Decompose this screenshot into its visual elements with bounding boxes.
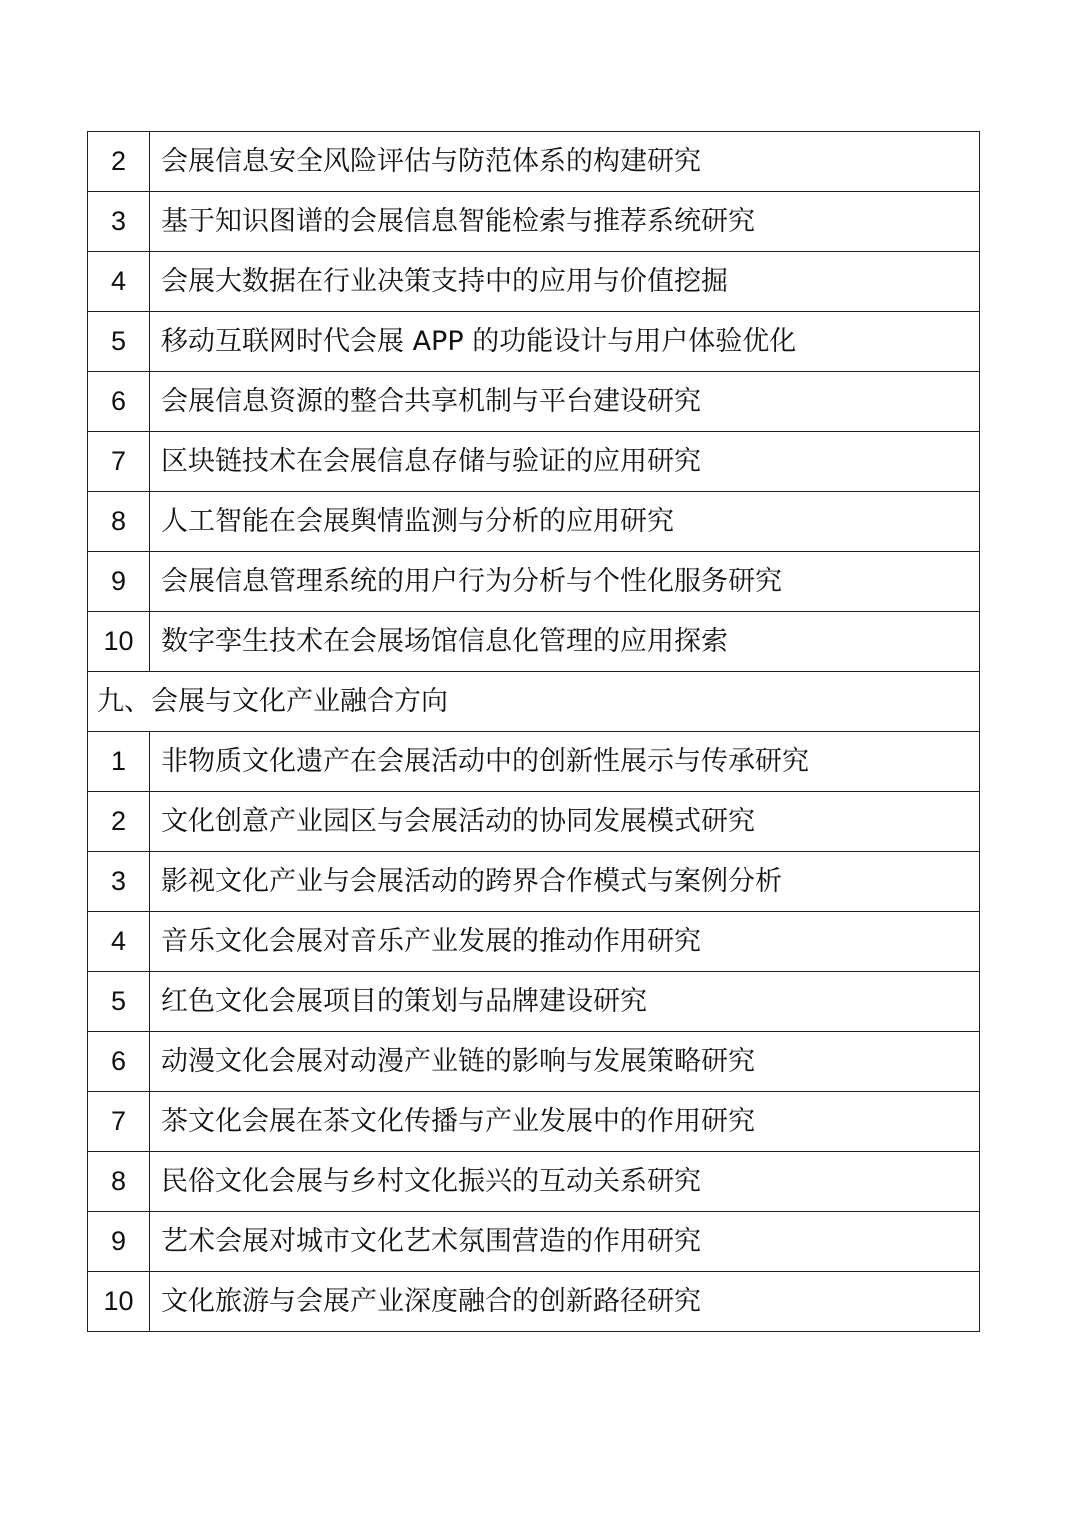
table-row bbox=[88, 852, 980, 912]
topic-number: 5 bbox=[88, 972, 150, 1032]
table-row bbox=[88, 1092, 980, 1152]
topic-number: 6 bbox=[88, 372, 150, 432]
topic-number: 8 bbox=[88, 492, 150, 552]
research-topics-table bbox=[87, 131, 980, 1332]
table-row bbox=[88, 1032, 980, 1092]
topic-number: 6 bbox=[88, 1032, 150, 1092]
table-row bbox=[88, 192, 980, 252]
table-row bbox=[88, 972, 980, 1032]
topic-number: 4 bbox=[88, 252, 150, 312]
table-row bbox=[88, 912, 980, 972]
topic-title: 基于知识图谱的会展信息智能检索与推荐系统研究 bbox=[150, 192, 980, 252]
topic-title: 文化旅游与会展产业深度融合的创新路径研究 bbox=[150, 1272, 980, 1332]
table-row bbox=[88, 1272, 980, 1332]
topic-number: 3 bbox=[88, 192, 150, 252]
section-header-row bbox=[88, 672, 980, 732]
table-row bbox=[88, 1212, 980, 1272]
table-row bbox=[88, 612, 980, 672]
topic-title: 影视文化产业与会展活动的跨界合作模式与案例分析 bbox=[150, 852, 980, 912]
topic-title: 动漫文化会展对动漫产业链的影响与发展策略研究 bbox=[150, 1032, 980, 1092]
topic-title: 民俗文化会展与乡村文化振兴的互动关系研究 bbox=[150, 1152, 980, 1212]
topic-title: 会展信息安全风险评估与防范体系的构建研究 bbox=[150, 132, 980, 192]
topic-number: 1 bbox=[88, 732, 150, 792]
topic-title: 非物质文化遗产在会展活动中的创新性展示与传承研究 bbox=[150, 732, 980, 792]
topic-title: 文化创意产业园区与会展活动的协同发展模式研究 bbox=[150, 792, 980, 852]
topic-number: 7 bbox=[88, 432, 150, 492]
table-row bbox=[88, 552, 980, 612]
topic-number: 7 bbox=[88, 1092, 150, 1152]
topic-title: 音乐文化会展对音乐产业发展的推动作用研究 bbox=[150, 912, 980, 972]
table-row bbox=[88, 732, 980, 792]
table-body bbox=[88, 132, 980, 1332]
topic-title: 茶文化会展在茶文化传播与产业发展中的作用研究 bbox=[150, 1092, 980, 1152]
topic-number: 5 bbox=[88, 312, 150, 372]
table-row bbox=[88, 132, 980, 192]
topic-number: 4 bbox=[88, 912, 150, 972]
topic-title: 艺术会展对城市文化艺术氛围营造的作用研究 bbox=[150, 1212, 980, 1272]
topic-title: 会展大数据在行业决策支持中的应用与价值挖掘 bbox=[150, 252, 980, 312]
topic-number: 9 bbox=[88, 1212, 150, 1272]
table-row bbox=[88, 792, 980, 852]
topic-title: 人工智能在会展舆情监测与分析的应用研究 bbox=[150, 492, 980, 552]
topic-number: 10 bbox=[88, 612, 150, 672]
topic-number: 9 bbox=[88, 552, 150, 612]
topic-title: 会展信息管理系统的用户行为分析与个性化服务研究 bbox=[150, 552, 980, 612]
table-row bbox=[88, 372, 980, 432]
topic-number: 2 bbox=[88, 792, 150, 852]
topic-title: 会展信息资源的整合共享机制与平台建设研究 bbox=[150, 372, 980, 432]
table-row bbox=[88, 432, 980, 492]
topic-title: 红色文化会展项目的策划与品牌建设研究 bbox=[150, 972, 980, 1032]
topic-number: 3 bbox=[88, 852, 150, 912]
table-row bbox=[88, 312, 980, 372]
table-row bbox=[88, 252, 980, 312]
topic-number: 10 bbox=[88, 1272, 150, 1332]
topic-number: 2 bbox=[88, 132, 150, 192]
topic-title: 数字孪生技术在会展场馆信息化管理的应用探索 bbox=[150, 612, 980, 672]
topic-title: 移动互联网时代会展 APP 的功能设计与用户体验优化 bbox=[150, 312, 980, 372]
topic-number: 8 bbox=[88, 1152, 150, 1212]
table-row bbox=[88, 1152, 980, 1212]
table-row bbox=[88, 492, 980, 552]
section-heading: 九、会展与文化产业融合方向 bbox=[88, 672, 980, 732]
topic-title: 区块链技术在会展信息存储与验证的应用研究 bbox=[150, 432, 980, 492]
